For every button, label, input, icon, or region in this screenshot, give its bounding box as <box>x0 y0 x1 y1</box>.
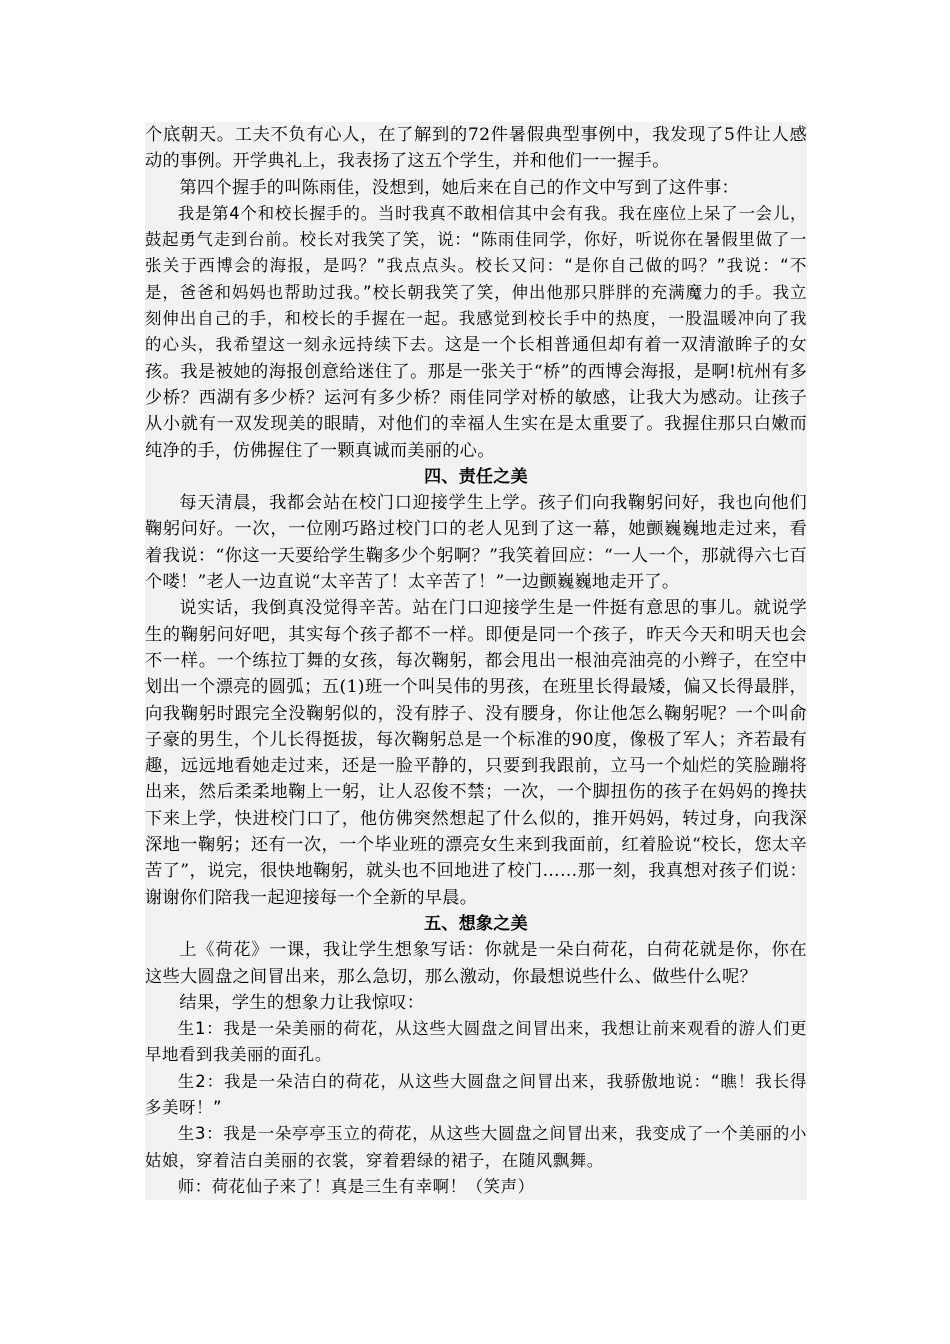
student-response-2: 生2：我是一朵洁白的荷花，从这些大圆盘之间冒出来，我骄傲地说：“瞧！我长得多美呀！” <box>145 1071 807 1117</box>
section-heading-imagination: 五、想象之美 <box>424 913 528 934</box>
paragraph-morning-greeting: 每天清晨，我都会站在校门口迎接学生上学。孩子们向我鞠躬问好，我也向他们鞠躬问好。一次，一位刚巧路过校门口的老人见到了这一幕，她颤巍巍地走过来，看着我说：“你这一天要给学生鞠多少个躬啊？”我笑着回应：“一人一个，那就得六七百个喽！”老人一边直说“太辛苦了！太辛苦了！”一边颤巍巍地走开了。 <box>145 493 807 593</box>
student-essay-quote <box>145 201 807 464</box>
student-essay-text: 我是第4个和校长握手的。当时我真不敢相信其中会有我。我在座位上呆了一会儿，鼓起勇气走到台前。校长对我笑了笑，说：“陈雨佳同学，你好，听说你在暑假里做了一张关于西博会的海报，是吗？”我点点头。校长又问：“是你自己做的吗？”我说：“不是，爸爸和妈妈也帮助过我。”校长朝我笑了笑，伸出他那只胖胖的充满魔力的手。我立刻伸出自己的手，和校长的手握在一起。我感觉到校长手中的热度，一股温暖冲向了我的心头，我希望这一刻永远持续下去。 <box>145 203 807 355</box>
student-response-3: 生3：我是一朵亭亭玉立的荷花，从这些大圆盘之间冒出来，我变成了一个美丽的小姑娘，穿着洁白美丽的衣裳，穿着碧绿的裙子，在随风飘舞。 <box>145 1124 807 1170</box>
paragraph-lotus-lesson: 上《荷花》一课，我让学生想象写话：你就是一朵白荷花，白荷花就是你，你在这些大圆盘之间冒出来，那么急切，那么激动，你最想说些什么、做些什么呢？ <box>145 940 807 987</box>
student-response-1: 生1：我是一朵美丽的荷花，从这些大圆盘之间冒出来，我想让前来观看的游人们更早地看到我美丽的面孔。 <box>145 1019 807 1065</box>
section-heading-responsibility: 四、责任之美 <box>424 466 528 487</box>
paragraph-bowing-students: 说实话，我倒真没觉得辛苦。站在门口迎接学生是一件挺有意思的事儿。就说学生的鞠躬问好吧，其实每个孩子都不一样。即便是同一个孩子，昨天今天和明天也会不一样。一个练拉丁舞的女孩，每次鞠躬，都会甩出一根油亮油亮的小辫子，在空中划出一个漂亮的圆弧；五(1)班一个叫吴伟的男孩，在班里长得最矮，偏又长得最胖，向我鞠躬时跟完全没鞠躬似的，没有脖子、没有腰身，你让他怎么鞠躬呢？一个叫俞子豪的男生，个儿长得挺拔，每次鞠躬总是一个标准的90度，像极了军人；齐若最有趣，远远地看她走过来，还是一脸平静的，只要到我跟前，立马一个灿烂的笑脸蹦将出来，然后柔柔地鞠上一躬，让人忍俊不禁；一次，一个脚扭伤的孩子在妈妈的搀扶下来上学，快进校门口了，他仿佛突然想起了什么似的，推开妈妈，转过身，向我深深地一鞠躬；还有一次，一个毕业班的漂亮女生来到我面前，红着脸说“校长，您太辛苦了”，说完，很快地鞠躬，就头也不回地进了校门……那一刻，我真想对孩子们说：谢谢你们陪我一起迎接每一个全新的早晨。 <box>145 598 807 908</box>
paragraph-continuation: 个底朝天。工夫不负有心人，在了解到的72件暑假典型事例中，我发现了5件让人感动的事例。开学典礼上，我表扬了这五个学生，并和他们一一握手。 <box>145 125 807 172</box>
paragraph-fourth-handshake: 第四个握手的叫陈雨佳，没想到，她后来在自己的作文中写到了这件事： <box>179 177 739 198</box>
principal-reflection-text: 这是一个长相普通但却有着一双清澈眸子的女孩。我是被她的海报创意给迷住了。那是一张关于“桥”的西博会海报，是啊!杭州有多少桥？西湖有多少桥？运河有多少桥？雨佳同学对桥的敏感，让我大为感动。让孩子从小就有一双发现美的眼睛，对他们的幸福人生实在是太重要了。我握住那只白嫩而纯净的手，仿佛握住了一颗真诚而美丽的心。 <box>145 335 807 461</box>
text-block <box>145 122 807 1200</box>
paragraph-result: 结果，学生的想象力让我惊叹： <box>179 992 425 1013</box>
teacher-response: 师：荷花仙子来了！真是三生有幸啊！（笑声） <box>177 1176 535 1196</box>
